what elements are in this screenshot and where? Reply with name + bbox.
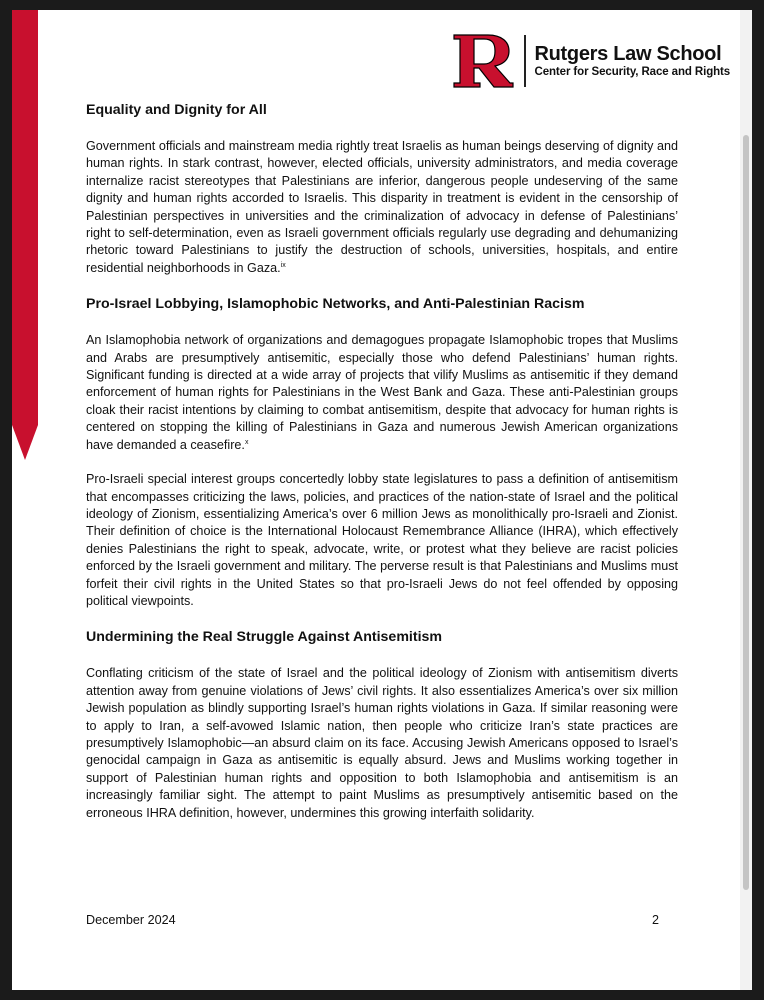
footer-date: December 2024	[86, 913, 176, 927]
logo-divider	[524, 35, 526, 87]
logo-text	[535, 43, 731, 80]
paragraph-equality: Government officials and mainstream media rightly treat Israelis as human beings deserving of dignity and human rights. In stark contrast, however, elected officials, university administrators, and media coverage internalize racist stereotypes that Palestinians are inferior, dangerous people undeserving of the same dignity and human rights accorded to Israelis. This disparity in treatment is evident in the censorship of Palestinian perspectives in universities and the criminalization of advocacy in defense of Palestinians’ right to self-determination, even as Israeli government officials regularly use degrading and dehumanizing rhetoric toward Palestinians to justify the destruction of schools, universities, hospitals, and entire residential neighborhoods in Gaza.$^{ix}$	[86, 139, 678, 275]
logo-title: Rutgers Law School	[534, 42, 722, 65]
rutgers-r-icon	[452, 33, 514, 89]
section-heading-antisemitism: Undermining the Real Struggle Against Antisemitism	[86, 629, 443, 646]
red-accent-bar	[12, 10, 38, 460]
footnote-marker: ix	[280, 261, 286, 269]
scrollbar-thumb[interactable]	[743, 135, 749, 890]
page-number: 2	[652, 913, 660, 927]
paragraph-antisemitism: Conflating criticism of the state of Israel and the political ideology of Zionism with antisemitism diverts attention away from genuine violations of Jews’ civil rights. It also essentializes America’s over six million Jewish population as blindly supporting Israel’s human rights violations in Gaza. If similar reasoning were to apply to Iran, a self-avowed Islamic nation, then people who criticize Iran’s state practices are presumptively Islamophobic—an absurd claim on its face. Accusing Jewish Americans opposed to Israel’s genocidal campaign in Gaza as antisemitic is equally absurd. Jews and Muslims working together in support of Palestinian human rights and opposition to both Islamophobia and antisemitism is an increasingly familiar sight. The attempt to paint Muslims as presumptively antisemitic based on the erroneous IHRA definition, however, undermines this growing interfaith solidarity.	[86, 666, 678, 820]
paragraph-lobbying: Pro-Israeli special interest groups concertedly lobby state legislatures to pass a definition of antisemitism that encompasses criticizing the laws, policies, and practices of the nation-state of Israel and the political ideology of Zionism, essentializing America’s over 6 million Jews as monolithically pro-Israeli and Zionist. Their definition of choice is the International Holocaust Remembrance Alliance (IHRA), which effectively denies Palestinians the right to speak, advocate, write, or protest what they believe are racist policies enforced by the Israeli government and military. The perverse result is that Palestinians and Muslims must forfeit their civil rights in the United States so that pro-Israeli Jews do not feel offended by opposing political viewpoints.	[86, 472, 678, 608]
document-body	[86, 101, 678, 822]
section-heading-lobbying: Pro-Israel Lobbying, Islamophobic Networks, and Anti-Palestinian Racism	[86, 296, 585, 313]
footnote-marker: x	[244, 438, 249, 446]
document-page	[12, 10, 752, 990]
scrollbar[interactable]	[740, 10, 752, 990]
paragraph-islamophobia-network: An Islamophobia network of organizations and demagogues propagate Islamophobic tropes that Muslims and Arabs are presumptively antisemitic, especially those who defend Palestinians’ human rights. Significant funding is directed at a wide array of projects that vilify Muslims as antisemitic if they demand enforcement of human rights for Palestinians in the West Bank and Gaza. These anti-Palestinian groups cloak their racist intentions by claiming to combat antisemitism, despite that advocacy for human rights is centered on stopping the killing of Palestinians in Gaza and numerous Jewish American organizations have demanded a ceasefire.$^x$	[86, 333, 678, 452]
section-heading-equality: Equality and Dignity for All	[86, 102, 267, 118]
logo-subtitle: Center for Security, Race and Rights	[534, 65, 731, 78]
rutgers-logo	[452, 32, 730, 90]
